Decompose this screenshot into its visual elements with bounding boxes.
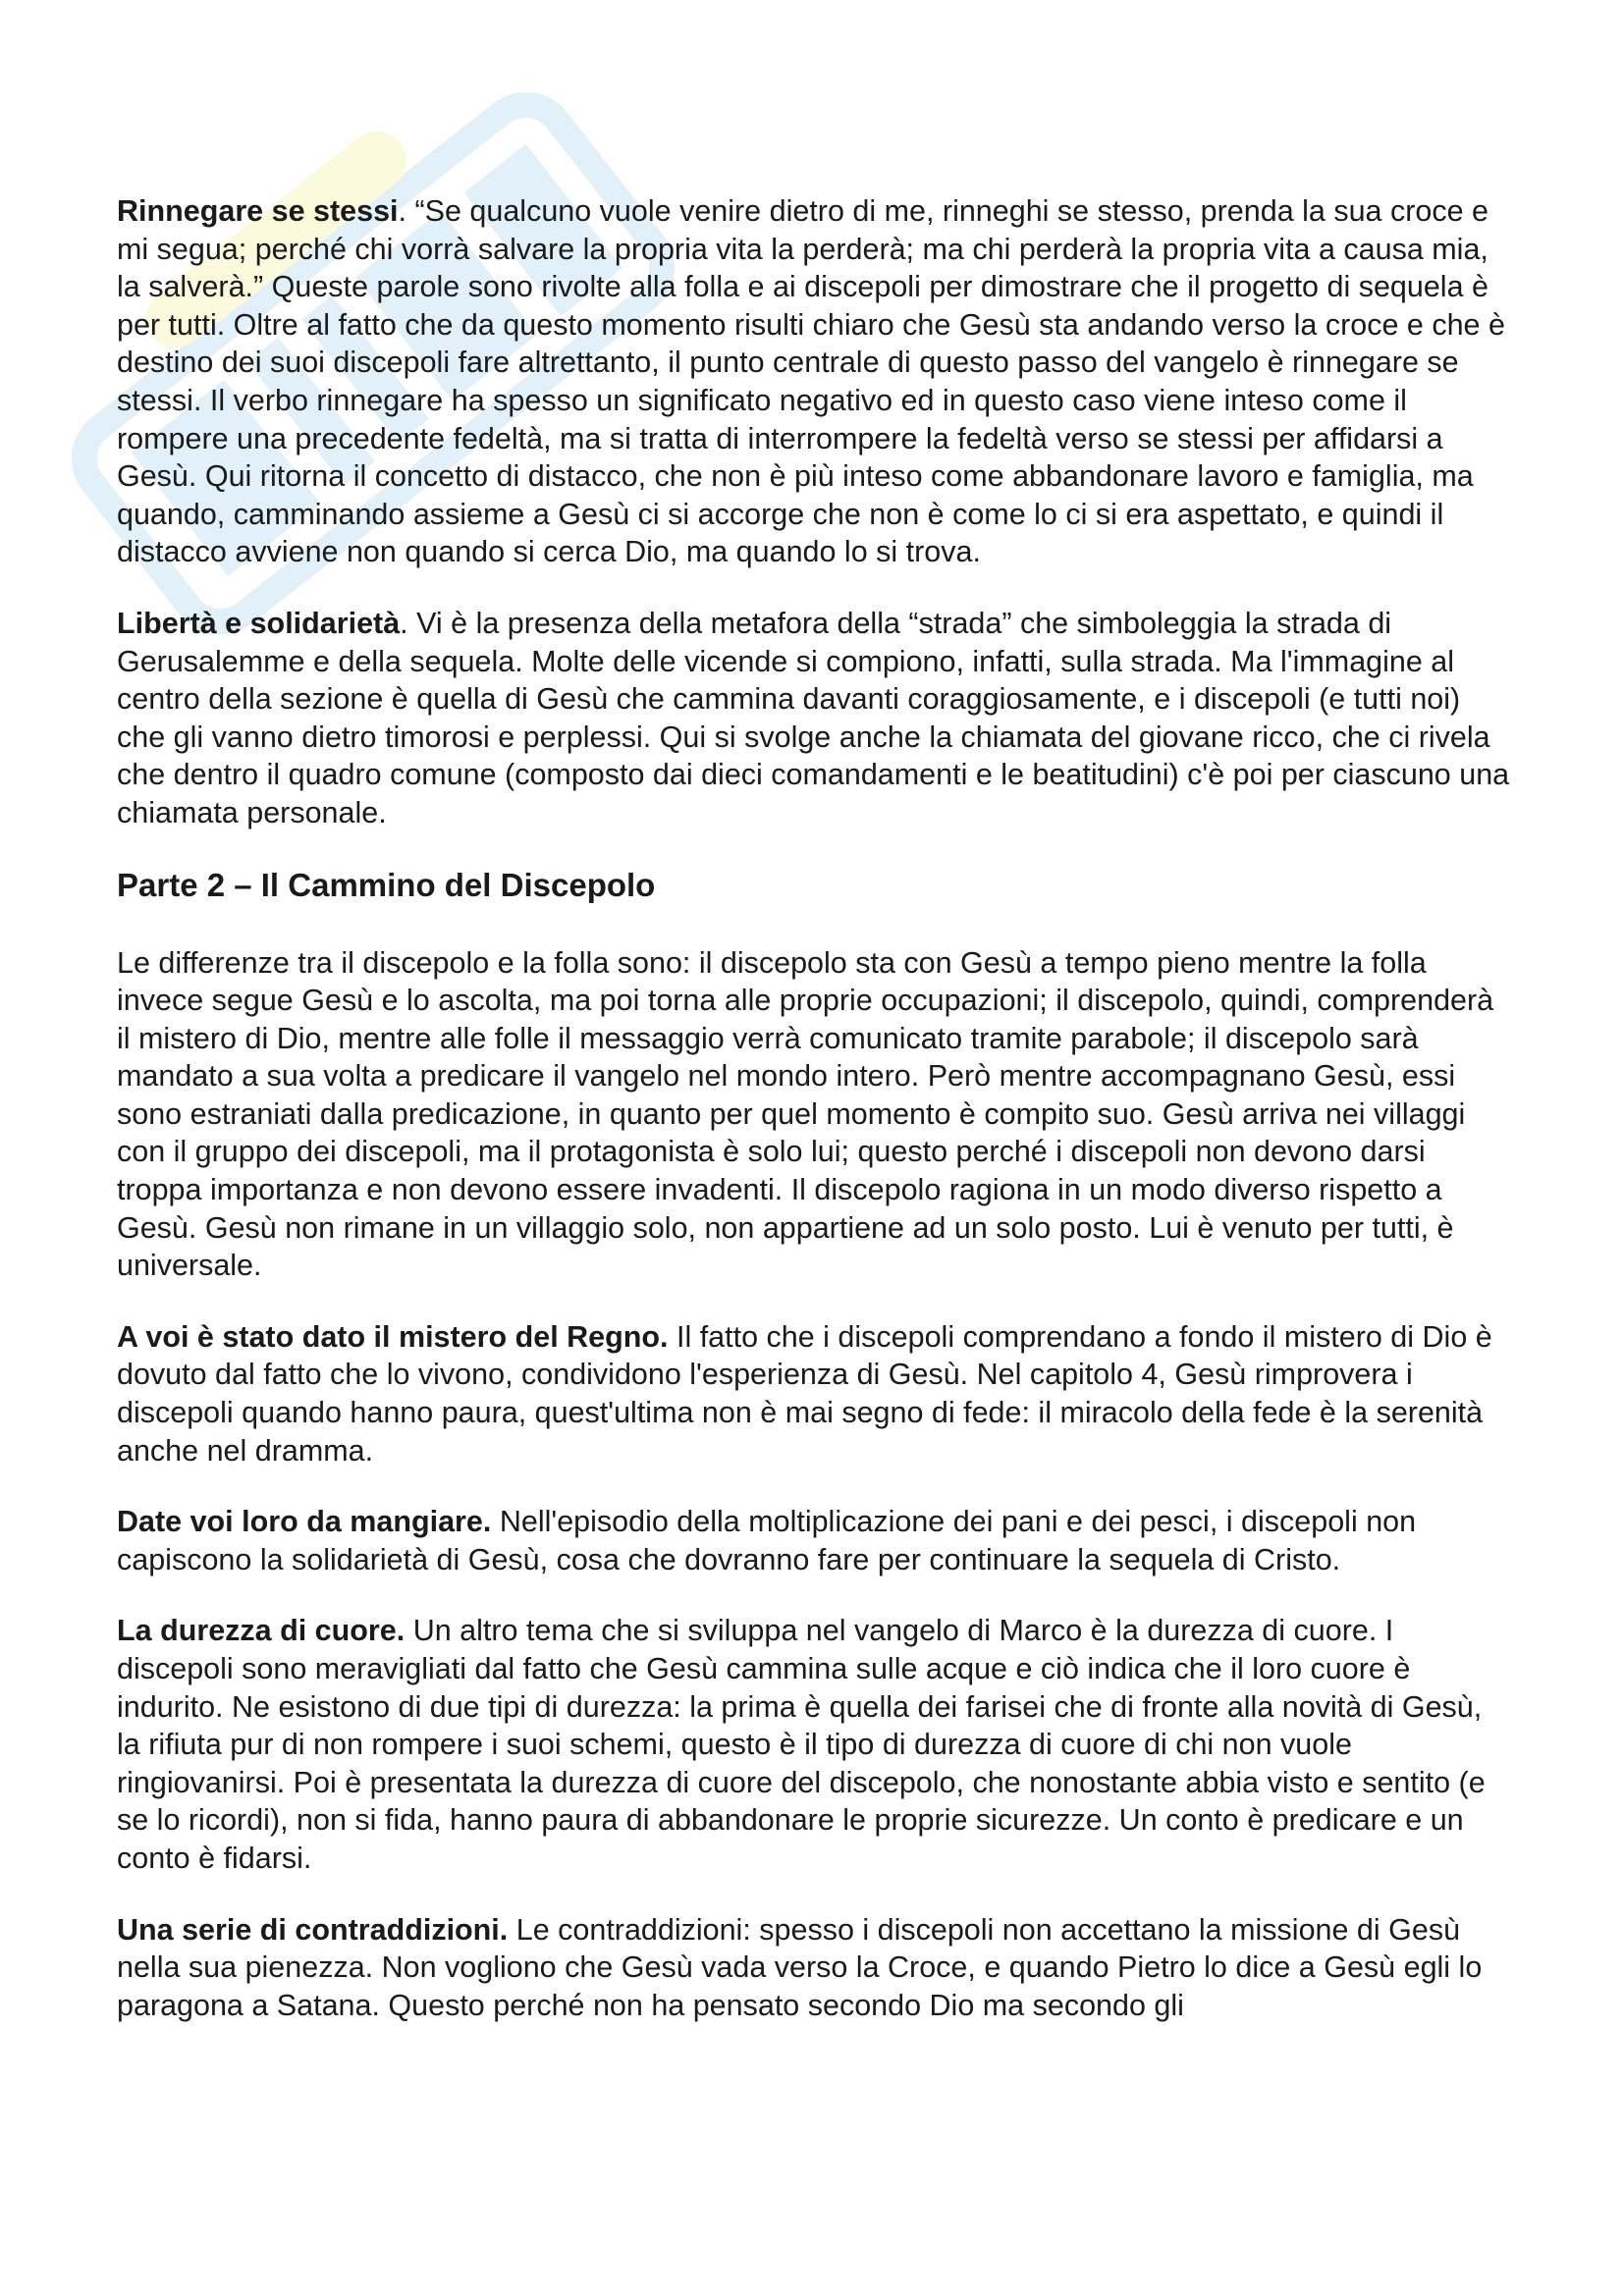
paragraph-body: Il fatto che i discepoli comprendano a fondo il mistero di Dio è dovuto dal fatto che lo vivono, condividono l'esperienza di Gesù. Nel capitolo 4, Gesù rimprovera i discepoli quando hanno paura, quest'ultima non è mai segno di fede: il miracolo della fede è la serenità anche nel dramma. — [117, 1319, 1492, 1468]
paragraph-durezza-di-cuore — [117, 1612, 1511, 1877]
paragraph-date-voi-loro-da-mangiare — [117, 1503, 1511, 1578]
paragraph-heading: Rinnegare se stessi — [117, 194, 399, 228]
paragraph-rinnegare-se-stessi — [117, 192, 1511, 571]
paragraph-body: . “Se qualcuno vuole venire dietro di me, rinneghi se stesso, prenda la sua croce e mi segua; perché chi vorrà salvare la propria vita la perderà; ma chi perderà la propria vita a causa mia, la salverà.” Queste parole sono rivolte alla folla e ai discepoli per dimostrare che il progetto di sequela è per tutti. Oltre al fatto che da questo momento risulti chiaro che Gesù sta andando verso la croce e che è destino dei suoi discepoli fare altrettanto, il punto centrale di questo passo del vangelo è rinnegare se stessi. Il verbo rinnegare ha spesso un significato negativo ed in questo caso viene inteso come il rompere una precedente fedeltà, ma si tratta di interrompere la fedeltà verso se stessi per affidarsi a Gesù. Qui ritorna il concetto di distacco, che non è più inteso come abbandonare lavoro e famiglia, ma quando, camminando assieme a Gesù ci si accorge che non è come lo ci si era aspettato, e quindi il distacco avviene non quando si cerca Dio, ma quando lo si trova. — [117, 194, 1505, 569]
paragraph-liberta-e-solidarieta — [117, 605, 1511, 832]
paragraph-body: Le contraddizioni: spesso i discepoli non accettano la missione di Gesù nella sua pienezza. Non vogliono che Gesù vada verso la Croce, e quando Pietro lo dice a Gesù egli lo paragona a Satana. Questo perché non ha pensato secondo Dio ma secondo gli — [117, 1912, 1483, 2022]
paragraph-intro-discepolo: Le differenze tra il discepolo e la folla sono: il discepolo sta con Gesù a tempo pieno mentre la folla invece segue Gesù e lo ascolta, ma poi torna alle proprie occupazioni; il discepolo, quindi, comprenderà il mistero di Dio, mentre alle folle il messaggio verrà comunicato tramite parabole; il discepolo sarà mandato a sua volta a predicare il vangelo nel mondo intero. Però mentre accompagnano Gesù, essi sono estraniati dalla predicazione, in quanto per quel momento è compito suo. Gesù arriva nei villaggi con il gruppo dei discepoli, ma il protagonista è solo lui; questo perché i discepoli non devono darsi troppa importanza e non devono essere invadenti. Il discepolo ragiona in un modo diverso rispetto a Gesù. Gesù non rimane in un villaggio solo, non appartiene ad un solo posto. Lui è venuto per tutti, è universale. — [117, 945, 1494, 1283]
paragraph-heading: Una serie di contraddizioni. — [117, 1912, 509, 1947]
paragraph-serie-di-contraddizioni — [117, 1911, 1511, 2025]
paragraph-heading: Date voi loro da mangiare. — [117, 1505, 492, 1539]
paragraph-body: Un altro tema che si sviluppa nel vangelo di Marco è la durezza di cuore. I discepoli sono meravigliati dal fatto che Gesù cammina sulle acque e ciò indica che il loro cuore è indurito. Ne esistono di due tipi di durezza: la prima è quella dei farisei che di fronte alla novità di Gesù, la rifiuta pur di non rompere i suoi schemi, questo è il tipo di durezza di cuore di chi non vuole ringiovanirsi. Poi è presentata la durezza di cuore del discepolo, che nonostante abbia visto e sentito (e se lo ricordi), non si fida, hanno paura di abbandonare le proprie sicurezze. Un conto è predicare e un conto è fidarsi. — [117, 1614, 1486, 1875]
paragraph-heading: A voi è stato dato il mistero del Regno. — [117, 1319, 669, 1354]
paragraph-body: Nell'episodio della moltiplicazione dei pani e dei pesci, i discepoli non capiscono la solidarietà di Gesù, cosa che dovranno fare per continuare la sequela di Cristo. — [117, 1505, 1417, 1576]
document-page — [117, 192, 1511, 2057]
section-title: Parte 2 – Il Cammino del Discepolo — [117, 866, 656, 903]
paragraph-body: . Vi è la presenza della metafora della “strada” che simboleggia la strada di Gerusalemme e della sequela. Molte delle vicende si compiono, infatti, sulla strada. Ma l'immagine al centro della sezione è quella di Gesù che cammina davanti coraggiosamente, e i discepoli (e tutti noi) che gli vanno dietro timorosi e perplessi. Qui si svolge anche la chiamata del giovane ricco, che ci rivela che dentro il quadro comune (composto dai dieci comandamenti e le beatitudini) c'è poi per ciascuno una chiamata personale. — [117, 606, 1510, 829]
paragraph-heading: Libertà e solidarietà — [117, 606, 401, 640]
paragraph-heading: La durezza di cuore. — [117, 1614, 406, 1648]
paragraph-mistero-del-regno — [117, 1318, 1511, 1469]
